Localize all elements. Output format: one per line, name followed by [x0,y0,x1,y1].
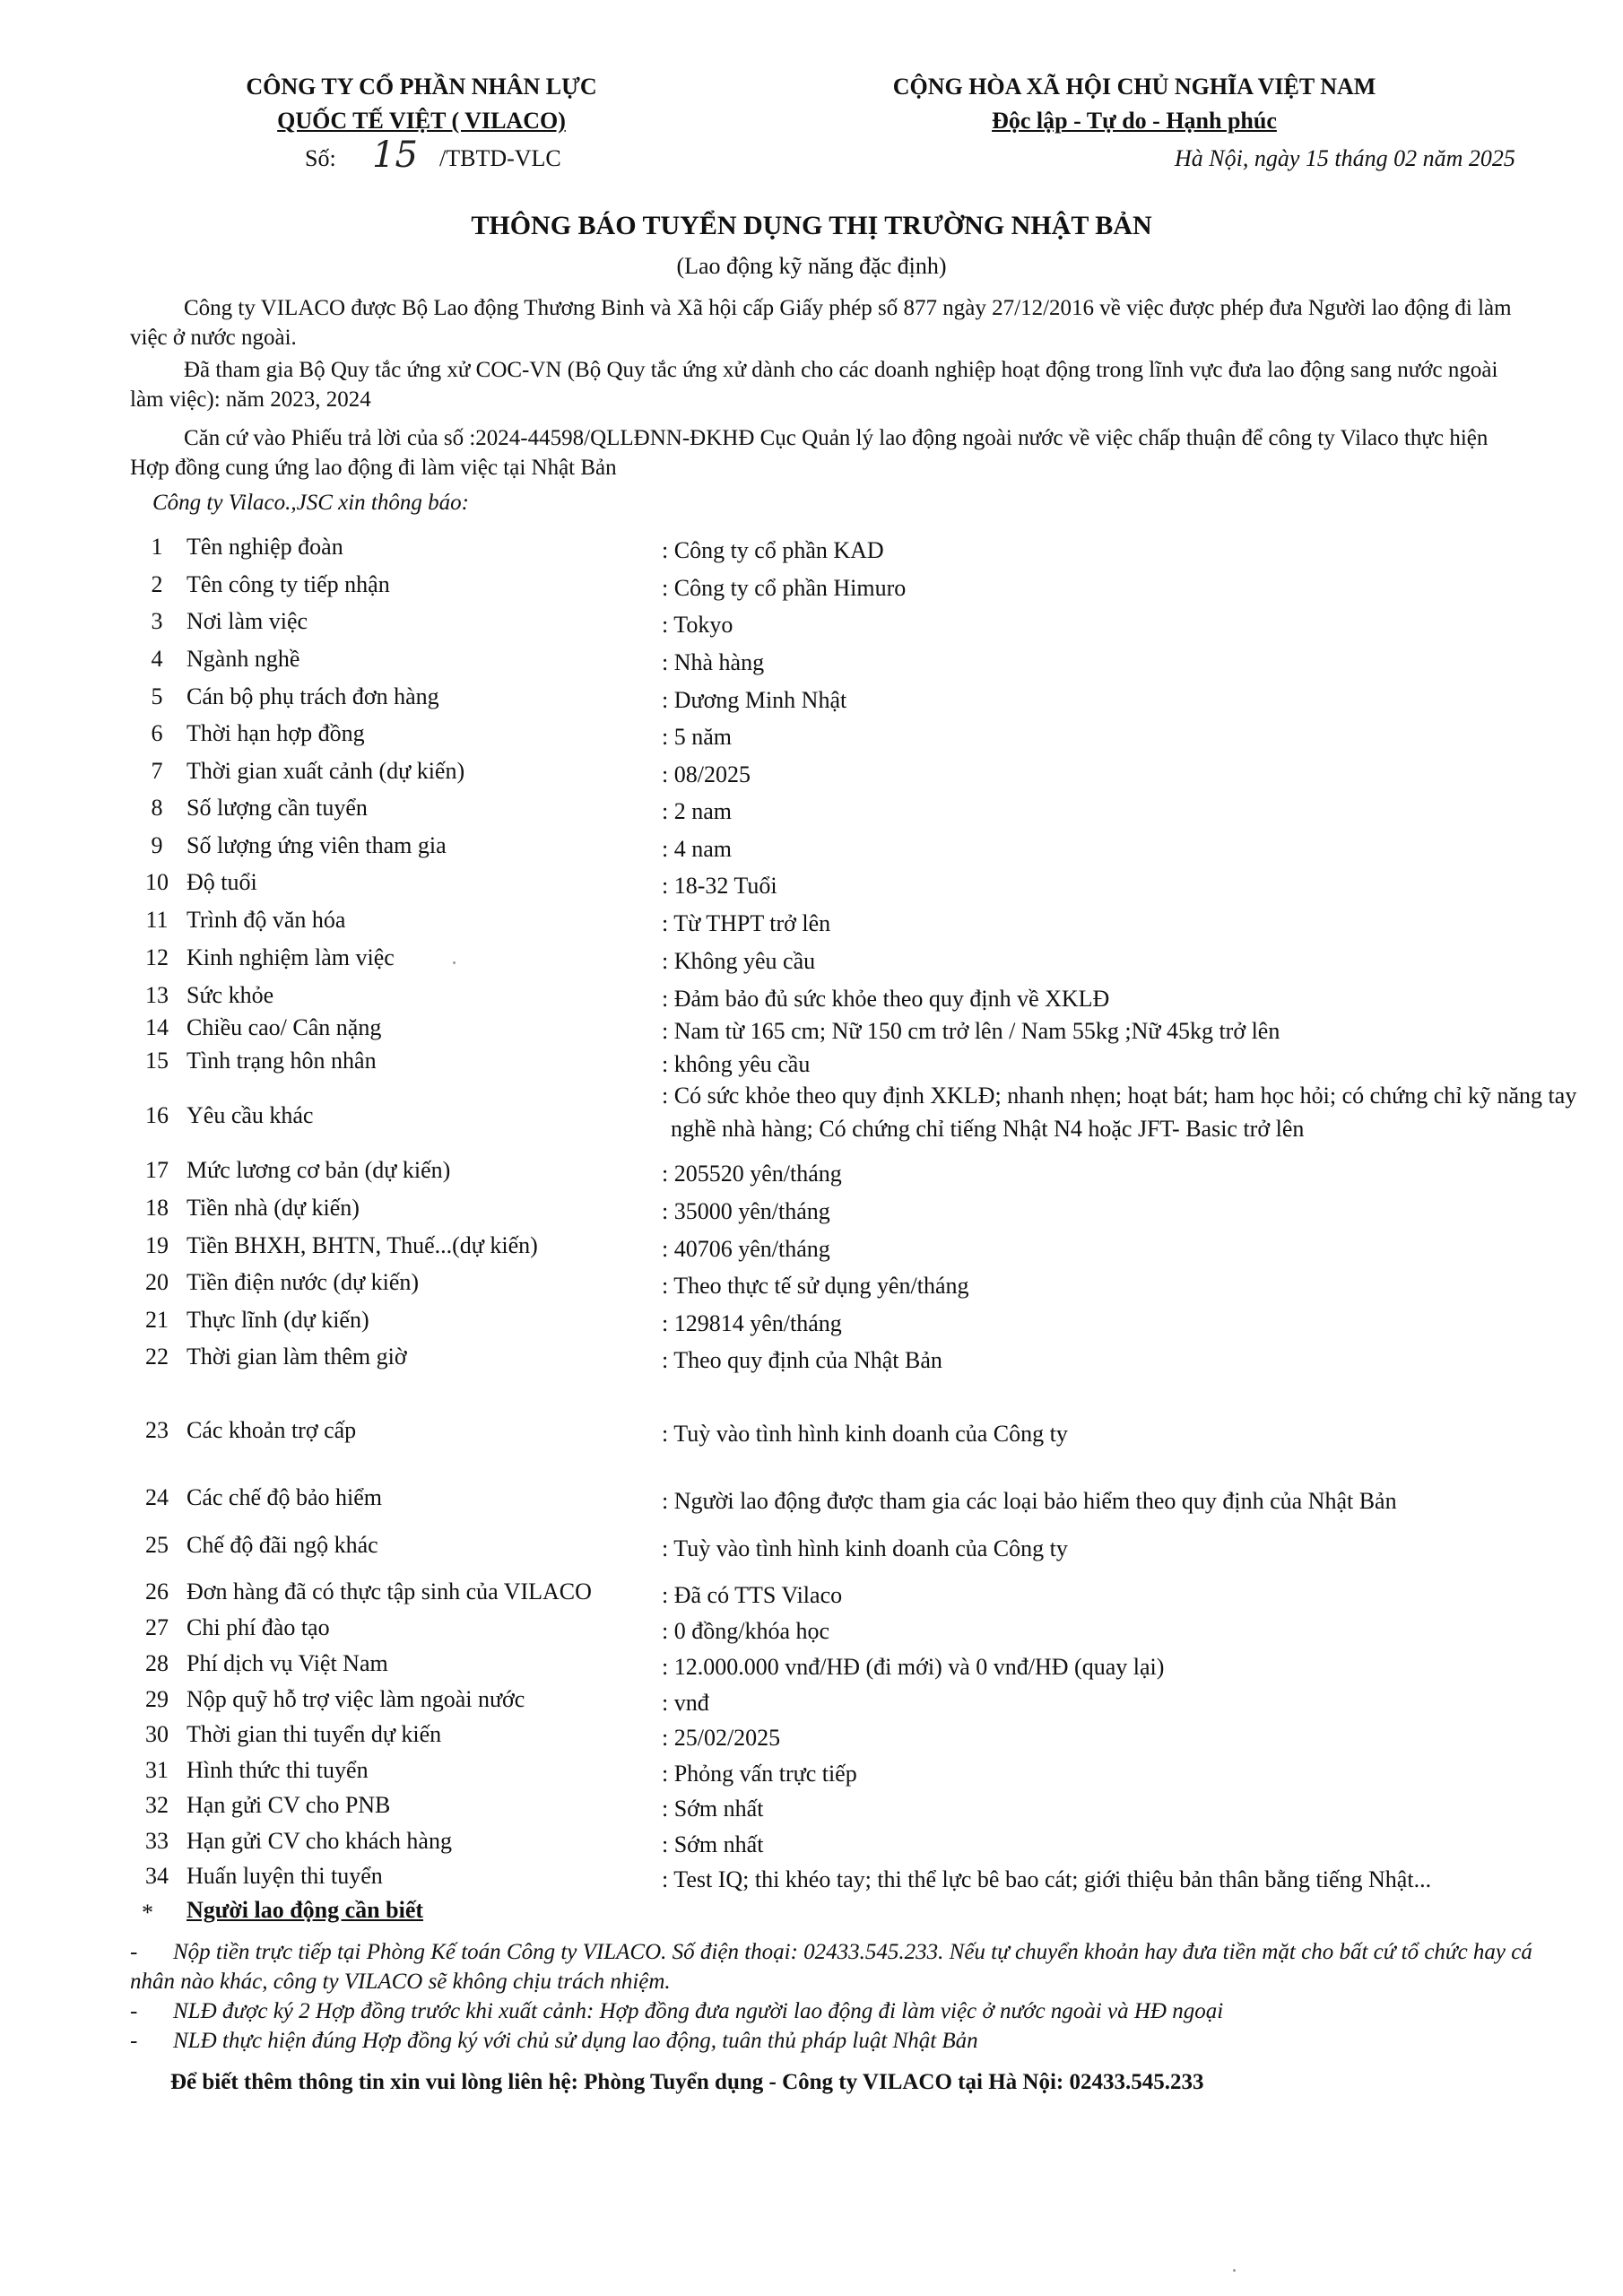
row-label: Hình thức thi tuyển [187,1757,369,1783]
row-label: Trình độ văn hóa [187,907,346,933]
paragraph-coc [130,355,1529,414]
paragraph-approval [130,423,1529,483]
row-label: Mức lương cơ bản (dự kiến) [187,1157,451,1183]
row-label: Huấn luyện thi tuyển [187,1863,383,1889]
row-label: Thực lĩnh (dự kiến) [187,1307,369,1333]
note-dash: - [130,1940,138,1964]
doc-number-label: Số: [305,145,336,171]
row-number: 22 [145,1344,169,1370]
row-value: : Nam từ 165 cm; Nữ 150 cm trở lên / Nam 55kg ;Nữ 45kg trở lên [662,1018,1280,1044]
row-number: 3 [151,608,163,634]
row-label: Phí dịch vụ Việt Nam [187,1650,388,1676]
row-label: Thời gian làm thêm giờ [187,1344,407,1370]
row-value: : Công ty cổ phần Himuro [662,575,907,601]
row-value: : Từ THPT trở lên [662,910,831,936]
row-value: : Đã có TTS Vilaco [662,1582,843,1608]
row-number: 9 [151,832,163,858]
row-label: Các chế độ bảo hiểm [187,1484,383,1510]
paragraph-license [130,293,1529,352]
row-number: 34 [145,1863,169,1889]
row-label: Đơn hàng đã có thực tập sinh của VILACO [187,1578,592,1605]
note-text-compliance: NLĐ thực hiện đúng Hợp đồng ký với chủ sử dụng lao động, tuân thủ pháp luật Nhật Bản [173,2029,978,2053]
row-label: Hạn gửi CV cho khách hàng [187,1828,452,1854]
row-number: 4 [151,646,163,672]
row-number: 26 [145,1578,169,1605]
row-value: : Test IQ; thi khéo tay; thi thể lực bê bao cát; giới thiệu bản thân bằng tiếng Nhật... [662,1866,1432,1892]
note-dash: - [130,2029,138,2053]
row-value: : Công ty cổ phần KAD [662,537,884,563]
row-value: : 4 nam [662,836,732,862]
row-value: : 12.000.000 vnđ/HĐ (đi mới) và 0 vnđ/HĐ (quay lại) [662,1654,1165,1680]
row-label: Tên nghiệp đoàn [187,534,343,560]
paragraph-license-text: Công ty VILACO được Bộ Lao động Thương Binh và Xã hội cấp Giấy phép số 877 ngày 27/12/2016 về việc được phép đưa Người lao động đi làm việc ở nước ngoài. [130,296,1512,350]
note-item [130,1937,1538,1996]
paragraph-coc-text: Đã tham gia Bộ Quy tắc ứng xử COC-VN (Bộ Quy tắc ứng xử dành cho các doanh nghiệp hoạt động trong lĩnh vực đưa lao động sang nước ngoài làm việc): năm 2023, 2024 [130,358,1498,412]
row-label: Tình trạng hôn nhân [187,1048,377,1074]
row-label: Tiền BHXH, BHTN, Thuế...(dự kiến) [187,1232,538,1258]
row-number: 1 [151,534,163,560]
row-number: 29 [145,1686,169,1712]
row-label: Tiền điện nước (dự kiến) [187,1269,420,1295]
row-label: Tên công ty tiếp nhận [187,571,390,597]
row-label: Chế độ đãi ngộ khác [187,1532,378,1558]
row-value: : Người lao động được tham gia các loại bảo hiểm theo quy định của Nhật Bản [662,1488,1397,1514]
row-label: Thời gian thi tuyển dự kiến [187,1721,442,1747]
row-value: : 2 nam [662,798,732,824]
row-value: : Đảm bảo đủ sức khỏe theo quy định về XKLĐ [662,986,1110,1012]
row-value: : Theo quy định của Nhật Bản [662,1347,942,1373]
row-label: Số lượng cần tuyển [187,795,368,821]
row-label: Nộp quỹ hỗ trợ việc làm ngoài nước [187,1686,525,1712]
row-value: : vnđ [662,1690,709,1716]
note-text-contracts: NLĐ được ký 2 Hợp đồng trước khi xuất cảnh: Hợp đồng đưa người lao động đi làm việc ở nước ngoài và HĐ ngoại [173,1999,1224,2023]
row-value: : 5 năm [662,724,732,750]
note-dash: - [130,1999,138,2023]
row-value: : Dương Minh Nhật [662,687,847,713]
note-item [130,1996,1538,2026]
row-value: : Không yêu cầu [662,948,816,974]
row-number: 14 [145,1014,169,1040]
row-value: : 25/02/2025 [662,1725,781,1751]
row-value: : 18-32 Tuổi [662,873,777,899]
row-number: 16 [145,1102,169,1128]
row-value: : 0 đồng/khóa học [662,1618,830,1644]
doc-number-handwritten: 15 [372,135,418,176]
row-label: Cán bộ phụ trách đơn hàng [187,683,439,709]
row-value: : 205520 yên/tháng [662,1161,842,1187]
row-number: 7 [151,758,163,784]
row-number: 28 [145,1650,169,1676]
row-value: : Phỏng vấn trực tiếp [662,1761,857,1787]
row-label: Thời gian xuất cảnh (dự kiến) [187,758,465,784]
row-value: : Theo thực tế sử dụng yên/tháng [662,1273,969,1299]
row-label: Độ tuổi [187,869,257,895]
row-label: Thời hạn hợp đồng [187,720,365,746]
page-title: THÔNG BÁO TUYỂN DỤNG THỊ TRƯỜNG NHẬT BẢN [471,211,1152,240]
row-number: 23 [145,1417,169,1443]
row-number: 8 [151,795,163,821]
row-value: : 40706 yên/tháng [662,1236,830,1262]
company-name-short: QUỐC TẾ VIỆT ( VILACO) [277,108,566,134]
row-number: 6 [151,720,163,746]
contact-line: Để biết thêm thông tin xin vui lòng liên hệ: Phòng Tuyển dụng - Công ty VILACO tại Hà Nội: 02433.545.233 [170,2070,1204,2094]
row-value: : 08/2025 [662,761,751,787]
paragraph-approval-text: Căn cứ vào Phiếu trả lời của số :2024-44598/QLLĐNN-ĐKHĐ Cục Quản lý lao động ngoài nước về việc chấp thuận để công ty Vilaco thực hiện Hợp đồng cung ứng lao động đi làm việc tại Nhật Bản [130,426,1488,480]
row-label: Ngành nghề [187,646,300,672]
doc-number-code: /TBTD-VLC [439,145,561,171]
row-label: Nơi làm việc [187,608,308,634]
row-label: Yêu cầu khác [187,1102,314,1128]
note-star: * [142,1900,153,1926]
row-number: 21 [145,1307,169,1333]
row-label: Tiền nhà (dự kiến) [187,1195,360,1221]
row-number: 2 [151,571,163,597]
row-label: Chi phí đào tạo [187,1614,330,1640]
row-number: 15 [145,1048,169,1074]
scan-speck [1233,2269,1236,2272]
notes-title: Người lao động cần biết [187,1897,424,1923]
page-subtitle: (Lao động kỹ năng đặc định) [676,253,947,279]
row-number: 11 [145,907,169,933]
row-label: Các khoản trợ cấp [187,1417,357,1443]
row-number: 24 [145,1484,169,1510]
row-value: : Nhà hàng [662,649,765,675]
company-name: CÔNG TY CỔ PHẦN NHÂN LỰC [246,74,597,100]
row-value: : Tokyo [662,612,733,638]
row-value: : Có sức khỏe theo quy định XKLĐ; nhanh nhẹn; hoạt bát; ham học hỏi; có chứng chỉ kỹ năng tay nghề nhà hàng; Có chứng chỉ tiếng Nhật N4 hoặc JFT- Basic trở lên [662,1083,1577,1142]
row-value: : Tuỳ vào tình hình kinh doanh của Công ty [662,1421,1068,1447]
row-number: 32 [145,1792,169,1818]
country-slogan: Độc lập - Tự do - Hạnh phúc [992,108,1277,134]
country-motto: CỘNG HÒA XÃ HỘI CHỦ NGHĨA VIỆT NAM [892,74,1376,100]
row-value: : Sớm nhất [662,1831,764,1857]
row-value: : Sớm nhất [662,1796,764,1822]
note-text-payment: Nộp tiền trực tiếp tại Phòng Kế toán Công ty VILACO. Số điện thoại: 02433.545.233. Nếu tự chuyển khoản hay đưa tiền mặt cho bất cứ tổ chức hay cá nhân nào khác, công ty VILACO sẽ không chịu trách nhiệm. [130,1940,1532,1994]
row-number: 27 [145,1614,169,1640]
note-item [130,2026,1538,2056]
scan-speck [453,961,456,964]
row-number: 12 [145,944,169,970]
row-value: : Tuỳ vào tình hình kinh doanh của Công ty [662,1535,1068,1561]
intro-line: Công ty Vilaco.,JSC xin thông báo: [152,491,469,515]
row-label: Kinh nghiệm làm việc [187,944,395,970]
row-number: 30 [145,1721,169,1747]
row-label: Sức khỏe [187,982,274,1008]
row-label: Số lượng ứng viên tham gia [187,832,447,858]
row-number: 19 [145,1232,169,1258]
row-label: Chiều cao/ Cân nặng [187,1014,382,1040]
row-number: 33 [145,1828,169,1854]
row-value: : không yêu cầu [662,1051,811,1077]
row-number: 5 [151,683,163,709]
row-value: : 35000 yên/tháng [662,1198,830,1224]
issue-date: Hà Nội, ngày 15 tháng 02 năm 2025 [1175,145,1515,171]
row-number: 31 [145,1757,169,1783]
row-number: 10 [145,869,169,895]
row-value: : 129814 yên/tháng [662,1310,842,1336]
row-number: 20 [145,1269,169,1295]
row-number: 13 [145,982,169,1008]
row-number: 18 [145,1195,169,1221]
row-label: Hạn gửi CV cho PNB [187,1792,391,1818]
row-number: 17 [145,1157,169,1183]
row-number: 25 [145,1532,169,1558]
